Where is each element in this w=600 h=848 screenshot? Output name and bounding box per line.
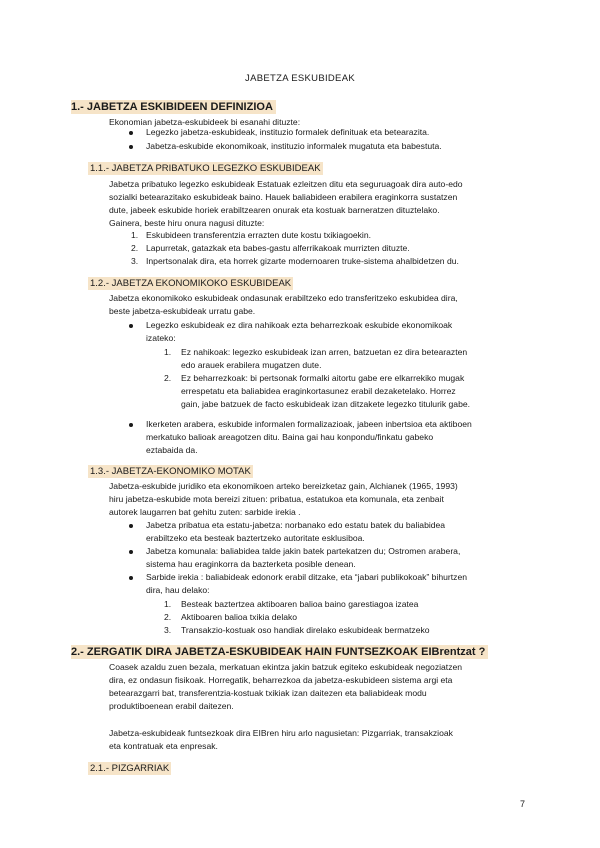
page-title: JABETZA ESKUBIDEAK — [245, 73, 355, 84]
list-item: eztabaida da. — [146, 445, 198, 455]
list-number: 1. — [131, 230, 139, 240]
list-item: Legezko jabetza-eskubideak, instituzio formalek definituak eta betearazita. — [146, 127, 430, 137]
list-item: sistema hau eraginkorra da bazterketa posible denean. — [146, 559, 356, 569]
list-number: 1. — [164, 347, 172, 357]
paragraph-line: betearazgarri bat, transferentzia-kostuak txikiak izan daitezen eta baliabideak modu — [109, 688, 427, 698]
section-2-heading: 2.- ZERGATIK DIRA JABETZA-ESKUBIDEAK HAIN FUNTSEZKOAK EIBrentzat ? — [71, 645, 488, 659]
list-item: Aktiboaren balioa txikia delako — [181, 612, 298, 622]
paragraph-line: sozialki betearazitako eskubideak baino. Hauek baliabideen erabilera eraginkorra sustatzen — [109, 192, 458, 202]
list-number: 3. — [131, 256, 139, 266]
list-item: dira, hau delako: — [146, 585, 210, 595]
subsection-2-1-heading: 2.1.- PIZGARRIAK — [90, 763, 170, 774]
list-item: Ez beharrezkoak: bi pertsonak formalki aitortu gabe ere elkarrekiko mugak — [181, 373, 465, 383]
list-item: izateko: — [146, 333, 176, 343]
paragraph-line: Jabetza-eskubideak funtsezkoak dira EIBren hiru arlo nagusietan: Pizgarriak, transakzioak — [109, 728, 453, 738]
paragraph-line: dira, ez ondasun fisikoak. Horregatik, beharrezkoa da jabetza-eskubideen sistema argi eta — [109, 675, 453, 685]
list-item: merkatuko balioak areagotzen ditu. Baina gai hau konpondu/finkatu gabeko — [146, 432, 434, 442]
list-item: Ikerketen arabera, eskubide informalen formalizazioak, jabeen inbertsioa eta aktiboen — [146, 419, 472, 429]
list-item: Jabetza komunala: baliabidea talde jakin batek partekatzen du; Ostromen arabera, — [146, 546, 461, 556]
subsection-1-2-heading: 1.2.- JABETZA EKONOMIKOKO ESKUBIDEAK — [90, 278, 292, 289]
list-item: Besteak baztertzea aktiboaren balioa baino garestiagoa izatea — [181, 599, 419, 609]
list-item: gain, jabe batzuek de facto eskubideak izan ditzakete legezko titulurik gabe. — [181, 399, 471, 409]
list-item: Eskubideen transferentzia errazten dute kostu txikiagoekin. — [146, 230, 371, 240]
bullet-icon — [129, 131, 133, 135]
list-number: 2. — [164, 612, 172, 622]
list-item: edo arauek erabilera mugatzen dute. — [181, 360, 322, 370]
list-item: Inpertsonalak dira, eta horrek gizarte modernoaren truke-sistema ahalbidetzen du. — [146, 256, 459, 266]
paragraph-line: eta kontratuak eta enpresak. — [109, 741, 218, 751]
bullet-icon — [129, 550, 133, 554]
paragraph-line: Jabetza-eskubide juridiko eta ekonomikoen arteko bereizketaz gain, Alchianek (1965, 1993) — [109, 481, 458, 491]
list-item: erabiltzeko eta besteak baztertzeko autoritate esklusiboa. — [146, 533, 365, 543]
section-1-heading: 1.- JABETZA ESKIBIDEEN DEFINIZIOA — [71, 100, 276, 114]
subsection-1-1-heading: 1.1.- JABETZA PRIBATUKO LEGEZKO ESKUBIDEAK — [90, 163, 321, 174]
paragraph-line: beste jabetza-eskubideak urratu gabe. — [109, 306, 256, 316]
paragraph-line: hiru jabetza-eskubide mota bereizi zituen: pribatua, estatukoa eta komunala, eta zenbait — [109, 494, 444, 504]
list-number: 1. — [164, 599, 172, 609]
list-item: Ez nahikoak: legezko eskubideak izan arren, batzuetan ez dira betearazten — [181, 347, 468, 357]
paragraph-line: Jabetza ekonomikoko eskubideak ondasunak erabiltzeko edo transferitzeko eskubidea dira, — [109, 293, 458, 303]
list-item: Legezko eskubideak ez dira nahikoak ezta beharrezkoak eskubide ekonomikoak — [146, 320, 453, 330]
section-1-intro: Ekonomian jabetza-eskubideek bi esanahi dituzte: — [109, 117, 301, 127]
list-item: Lapurretak, gatazkak eta babes-gastu alferrikakoak murrizten dituzte. — [146, 243, 410, 253]
paragraph-line: Gainera, beste hiru onura nagusi dituzte: — [109, 218, 265, 228]
paragraph-line: produktiboenean erabil daitezen. — [109, 701, 234, 711]
paragraph-line: dute, jabeek eskubide horiek erabiltzearen onurak eta kostuak barneratzen dituztelako. — [109, 205, 440, 215]
page-number: 7 — [520, 799, 526, 809]
list-number: 2. — [131, 243, 139, 253]
paragraph-line: Jabetza pribatuko legezko eskubideak Estatuak ezleitzen ditu eta seguruagoak dira auto-edo — [109, 179, 463, 189]
list-item: Jabetza pribatua eta estatu-jabetza: norbanako edo estatu batek du baliabidea — [146, 520, 446, 530]
list-item: Sarbide irekia : baliabideak edonork erabil ditzake, eta “jabari publikokoak” bihurtzen — [146, 572, 468, 582]
paragraph-line: autorek laugarren bat gehitu zuten: sarbide irekia . — [109, 507, 301, 517]
bullet-icon — [129, 145, 133, 149]
list-number: 2. — [164, 373, 172, 383]
bullet-icon — [129, 576, 133, 580]
bullet-icon — [129, 423, 133, 427]
list-number: 3. — [164, 625, 172, 635]
paragraph-line: Coasek azaldu zuen bezala, merkatuan ekintza jakin batzuk egiteko eskubideak negoziatzen — [109, 662, 463, 672]
list-item: Jabetza-eskubide ekonomikoak, instituzio informalek mugatuta eta babestuta. — [146, 141, 442, 151]
subsection-1-3-heading: 1.3.- JABETZA-EKONOMIKO MOTAK — [90, 466, 251, 477]
list-item: Transakzio-kostuak oso handiak direlako eskubideak bermatzeko — [181, 625, 430, 635]
list-item: errespetatu eta baliabidea eraginkortasunez erabil dezaketelako. Horrez — [181, 386, 456, 396]
bullet-icon — [129, 324, 133, 328]
bullet-icon — [129, 524, 133, 528]
